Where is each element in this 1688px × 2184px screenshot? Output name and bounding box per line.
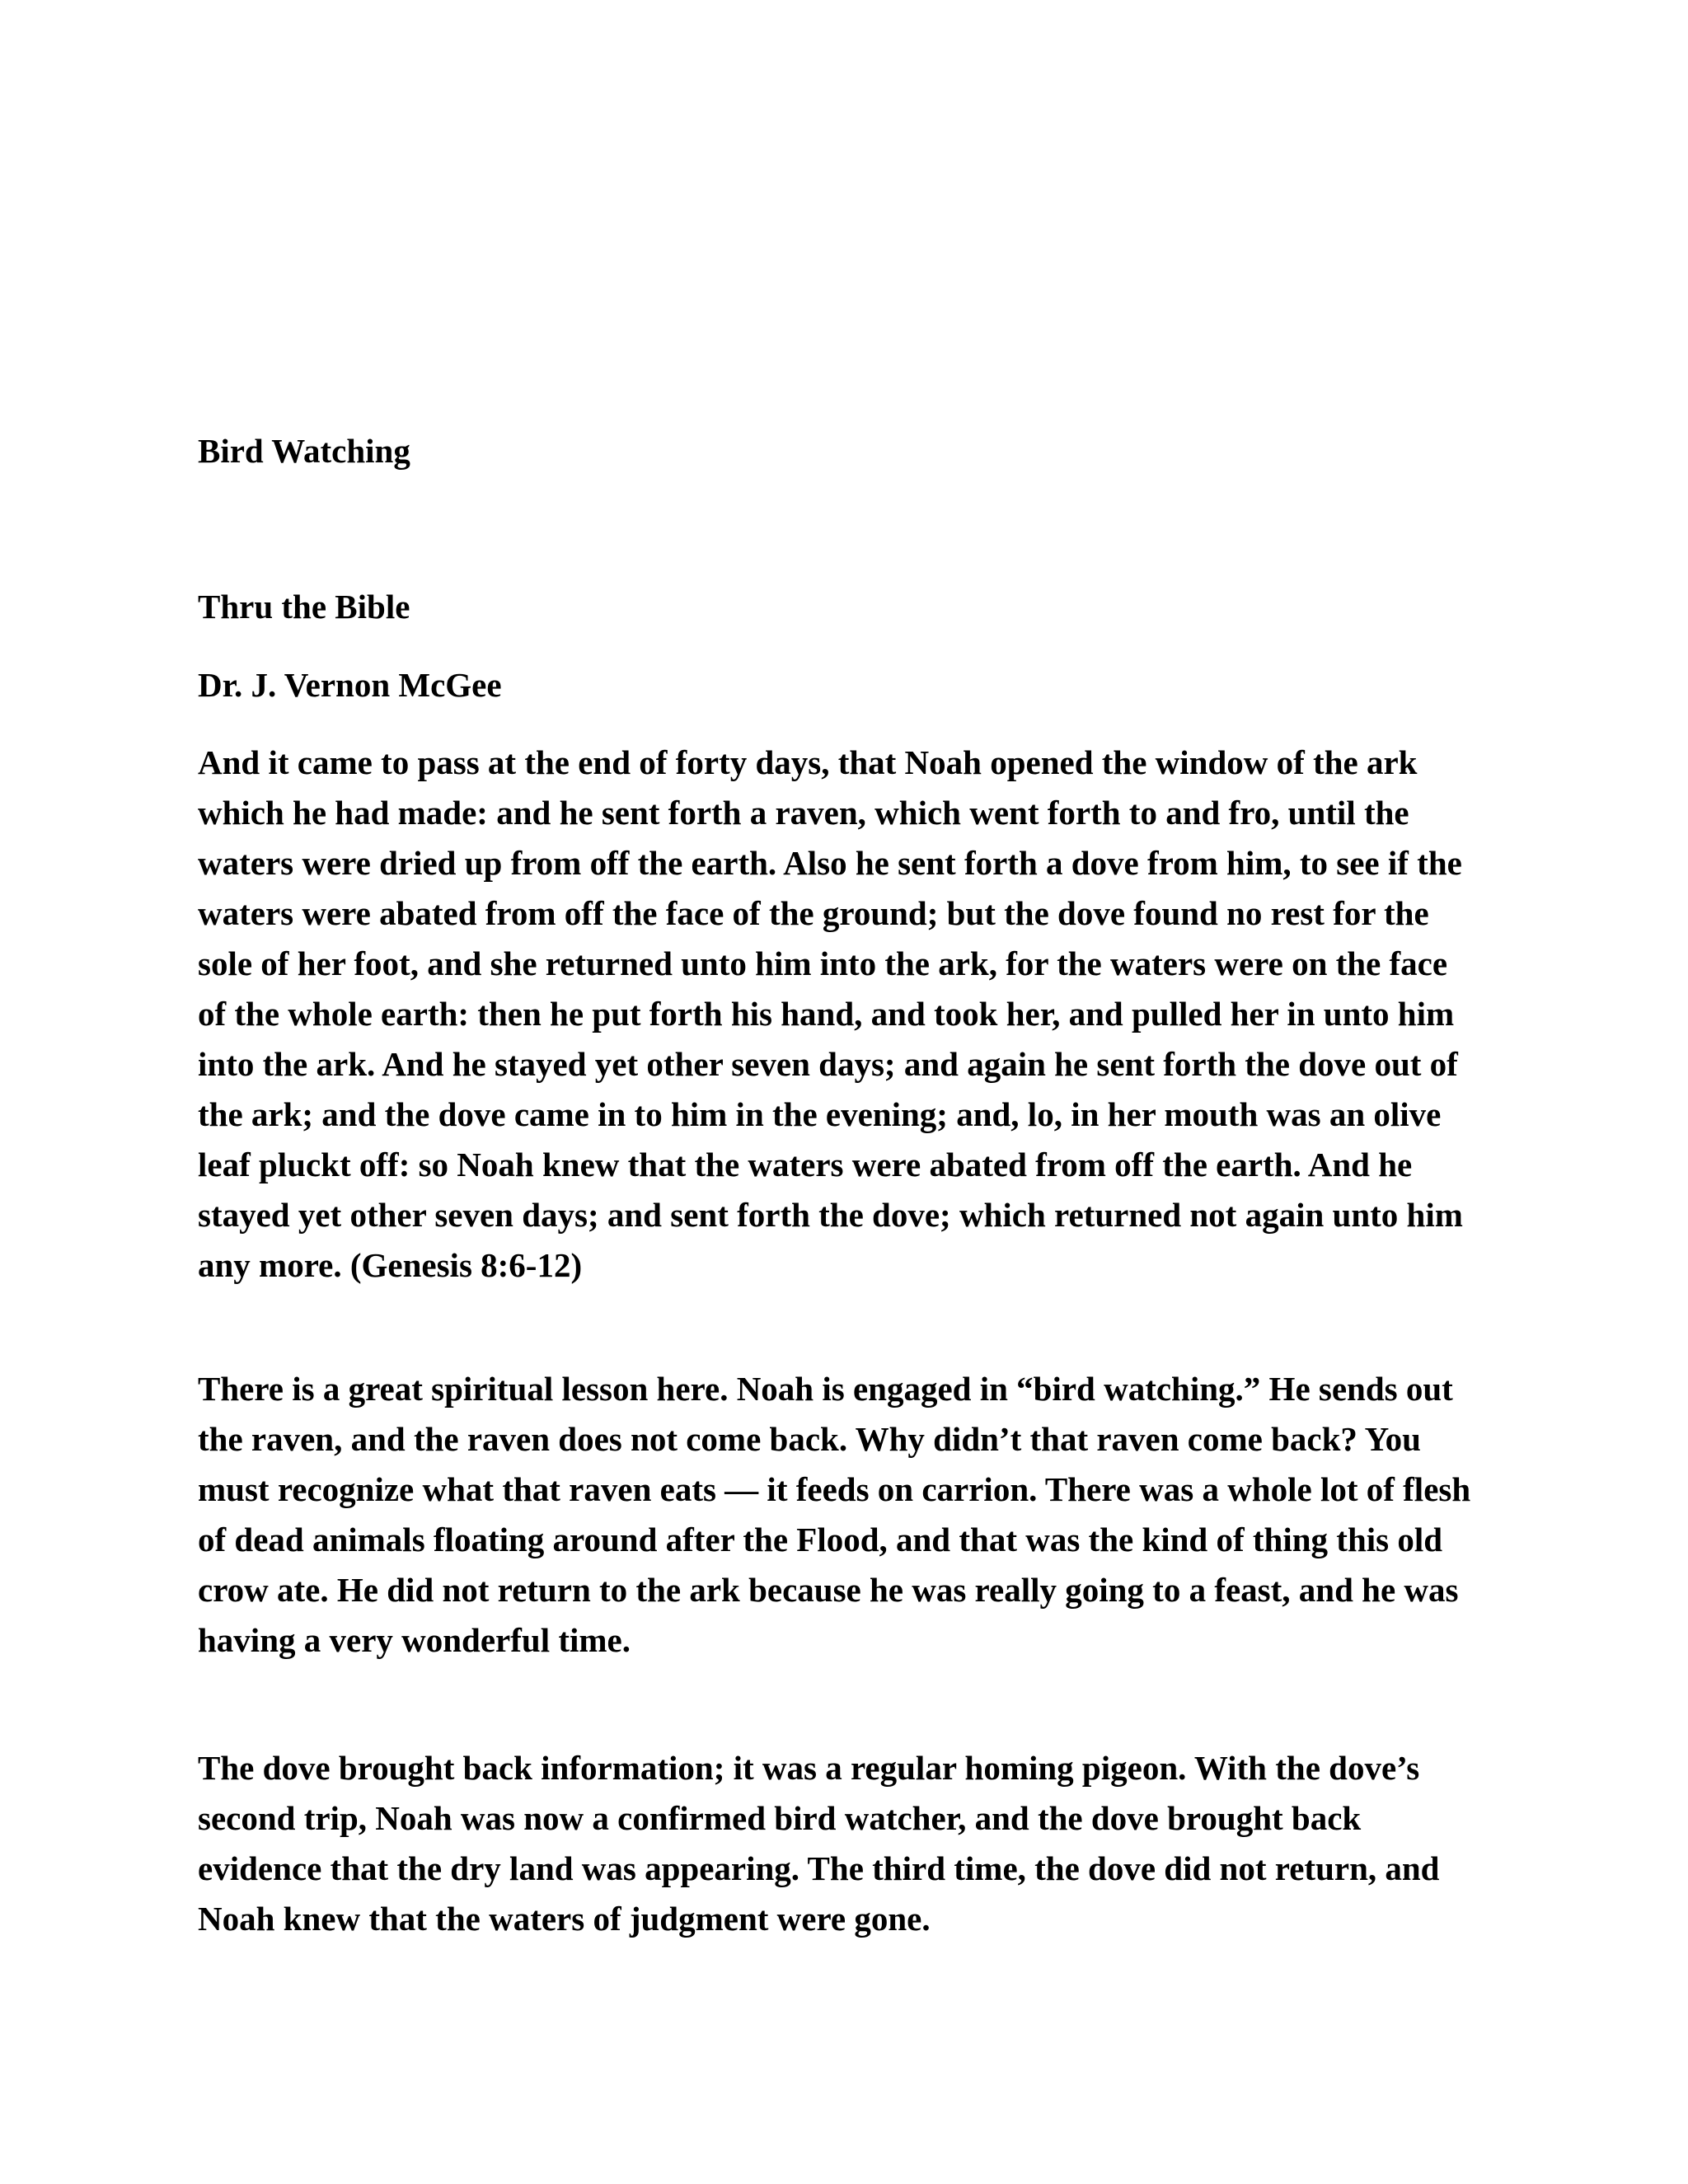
scripture-paragraph: And it came to pass at the end of forty days, that Noah opened the window of the ark which he had made: and he sent forth a raven, which went forth to and fro, until the waters were dried up from off the earth. Also he sent forth a dove from him, to see if the waters were abated from off the face of the ground; but the dove found no rest for the sole of her foot, and she returned unto him into the ark, for the waters were on the face of the whole earth: then he put forth his hand, and took her, and pulled her in unto him into the ark. And he stayed yet other seven days; and again he sent forth the dove out of the ark; and the dove came in to him in the evening; and, lo, in her mouth was an olive leaf pluckt off: so Noah knew that the waters were abated from off the earth. And he stayed yet other seven days; and sent forth the dove; which returned not again unto him any more. (Genesis 8:6-12) [198,743,1463,1284]
source-line: Thru the Bible [198,588,410,626]
document-title: Bird Watching [198,432,410,470]
body-paragraph: There is a great spiritual lesson here. Noah is engaged in “bird watching.” He sends out the raven, and the raven does not come back. Why didn’t that raven come back? You must recognize what that raven eats — it feeds on carrion. There was a whole lot of flesh of dead animals floating around after the Flood, and that was the kind of thing this old crow ate. He did not return to the ark because he was really going to a feast, and he was having a very wonderful time. [198,1370,1471,1659]
body-paragraph: The dove brought back information; it was a regular homing pigeon. With the dove’s second trip, Noah was now a confirmed bird watcher, and the dove brought back evidence that the dry land was appearing. The third time, the dove did not return, and Noah knew that the waters of judgment were gone. [198,1749,1440,1938]
author-line: Dr. J. Vernon McGee [198,666,502,704]
